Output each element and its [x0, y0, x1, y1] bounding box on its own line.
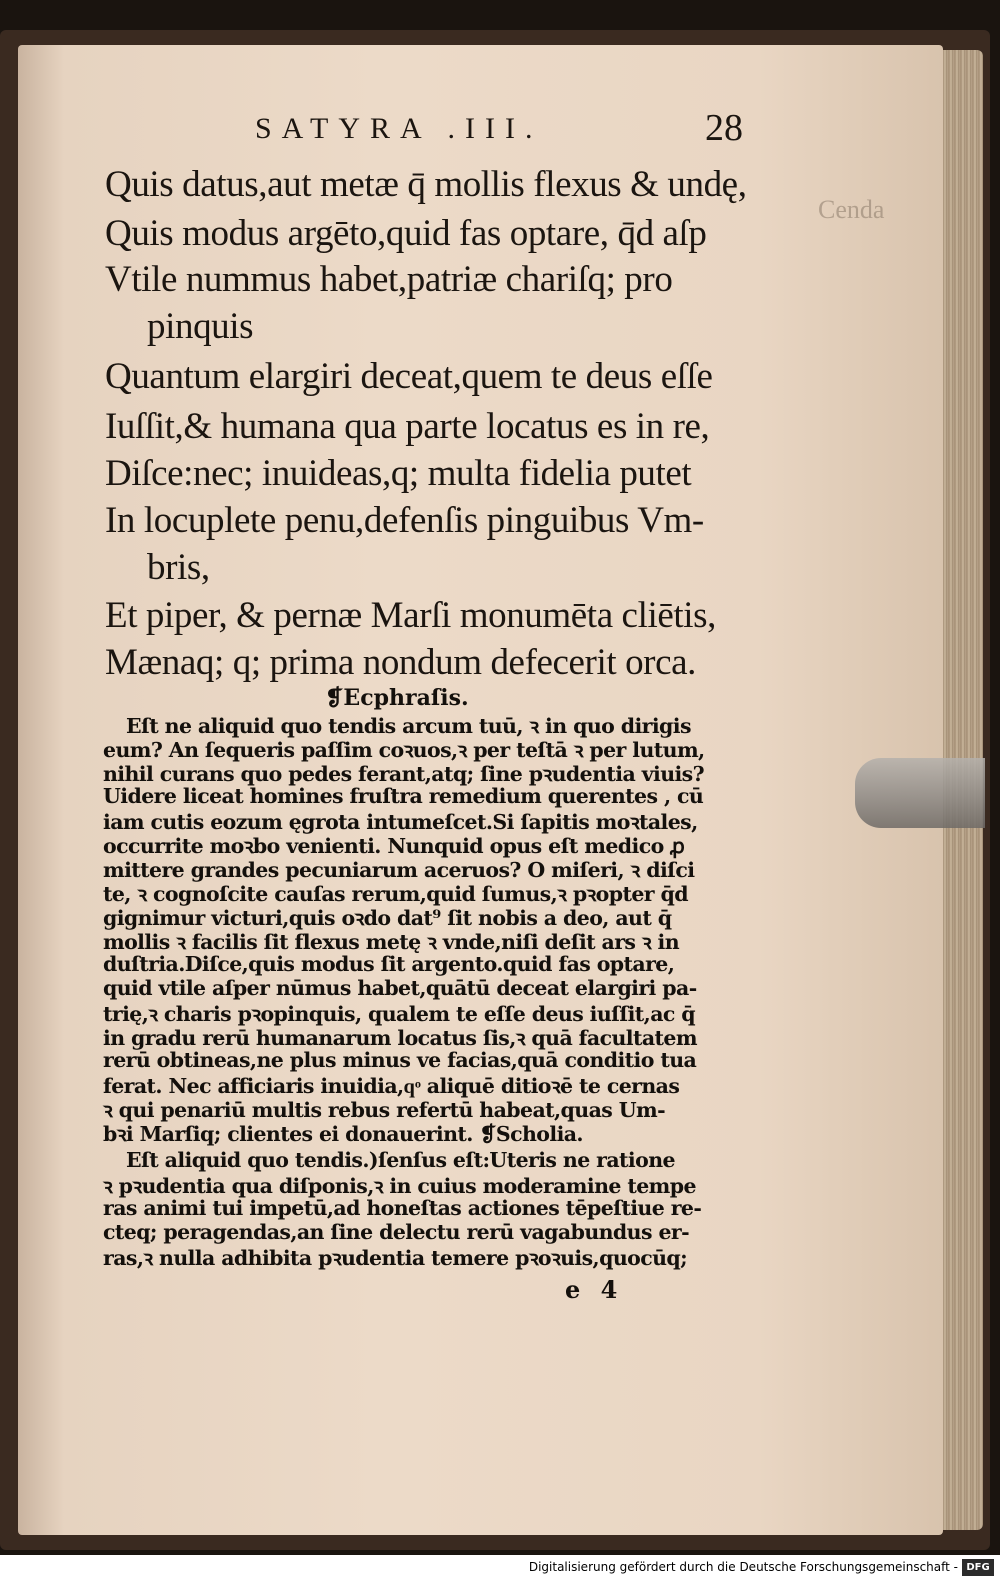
prose-line: mittere grandes pecuniarum aceruos? O miſeri, ꝛ diſci — [103, 858, 695, 882]
verse-line: Iuſſit,& humana qua parte locatus es in re, — [105, 406, 710, 447]
verse-line: Et piper, & pernæ Marſi monumēta cliētis, — [105, 595, 716, 636]
signature-mark: e 4 — [565, 1275, 624, 1304]
prose-line: ferat. Nec afficiaris inuidia,qͦ aliquē ditioꝛē te cernas — [103, 1074, 680, 1098]
dfg-logo: DFG — [962, 1559, 994, 1576]
verse-line: pinquis — [147, 306, 254, 347]
prose-line: occurrite moꝛbo venienti. Nunquid opus eſt medico ꝓ — [103, 834, 685, 858]
verse-line: Quis modus argēto,quid fas optare, q̄d aſp — [105, 213, 707, 254]
prose-line: Uidere liceat homines fruſtra remedium querentes , cū — [103, 784, 704, 808]
prose-line: Eſt ne aliquid quo tendis arcum tuū, ꝛ in quo dirigis — [126, 714, 691, 738]
prose-line: duſtria.Diſce,quis modus ſit argento.quid fas optare, — [103, 952, 675, 976]
glass-clip — [855, 758, 985, 828]
prose-line: ras,ꝛ nulla adhibita pꝛudentia temere pꝛoꝛuis,quocūq; — [103, 1246, 688, 1270]
footer-credit: Digitalisierung gefördert durch die Deutsche Forschungsgemeinschaft - — [528, 1560, 958, 1574]
verse-line: Quis datus,aut metæ q̄ mollis flexus & undę, — [105, 164, 747, 205]
verse-line: In locuplete penu,defenſis pinguibus Vm- — [105, 500, 704, 541]
prose-line: iam cutis eozum ęgrota intumeſcet.Si ſapitis moꝛtales, — [103, 810, 698, 834]
prose-line: te, ꝛ cognoſcite cauſas rerum,quid ſumus,ꝛ pꝛopter q̄d — [103, 882, 688, 906]
section-heading-ecphrasis: ❡Ecphraſis. — [325, 685, 469, 711]
prose-line: nihil curans quo pedes ferant,atq; ſine pꝛudentia viuis? — [103, 762, 705, 786]
bleed-through-text: Cenda — [818, 195, 885, 224]
prose-line: ꝛ qui penariū multis rebus refertū habeat,quas Um- — [103, 1098, 666, 1122]
prose-line: ras animi tui impetū,ad honeſtas actiones tēpeſtiue re- — [103, 1196, 702, 1220]
prose-line: eum? An ſequeris paſſim coꝛuos,ꝛ per teſtā ꝛ per lutum, — [103, 738, 705, 762]
prose-line: Eſt aliquid quo tendis.)ſenſus eſt:Uteris ne ratione — [126, 1148, 675, 1172]
prose-line: quid vtile aſper nūmus habet,quātū deceat elargiri pa- — [103, 976, 697, 1000]
digitization-footer — [0, 1555, 1000, 1582]
verse-line: Diſce:nec; inuideas,q; multa fidelia putet — [105, 453, 692, 494]
running-title: SATYRA .III. — [255, 112, 543, 145]
prose-line: in gradu rerū humanarum locatus ſis,ꝛ quā facultatem — [103, 1026, 697, 1050]
verse-line: bris, — [147, 547, 210, 588]
prose-line: rerū obtineas,ne plus minus ve facias,quā conditio tua — [103, 1048, 697, 1072]
page-header — [255, 107, 755, 156]
prose-line: trię,ꝛ charis pꝛopinquis, qualem te eſſe deus iuſſit,ac q̄ — [103, 1002, 696, 1026]
prose-line: cteq; peragendas,an ſine delectu rerū vagabundus er- — [103, 1220, 689, 1244]
verse-line: Quantum elargiri deceat,quem te deus eſſe — [105, 356, 713, 397]
prose-line: bꝛi Marſiq; clientes ei donauerint. ❡Scholia. — [103, 1122, 583, 1146]
prose-line: ꝛ pꝛudentia qua diſponis,ꝛ in cuius moderamine tempe — [103, 1174, 696, 1198]
verse-line: Mænaq; q; prima nondum defecerit orca. — [105, 642, 697, 683]
page-number: 28 — [705, 107, 743, 149]
verse-line: Vtile nummus habet,patriæ chariſq; pro — [105, 259, 673, 300]
prose-line: gignimur victuri,quis oꝛdo dat⁹ ſit nobis a deo, aut q̄ — [103, 906, 672, 930]
prose-line: mollis ꝛ facilis ſit flexus metę ꝛ vnde,niſi deſit ars ꝛ in — [103, 930, 680, 954]
